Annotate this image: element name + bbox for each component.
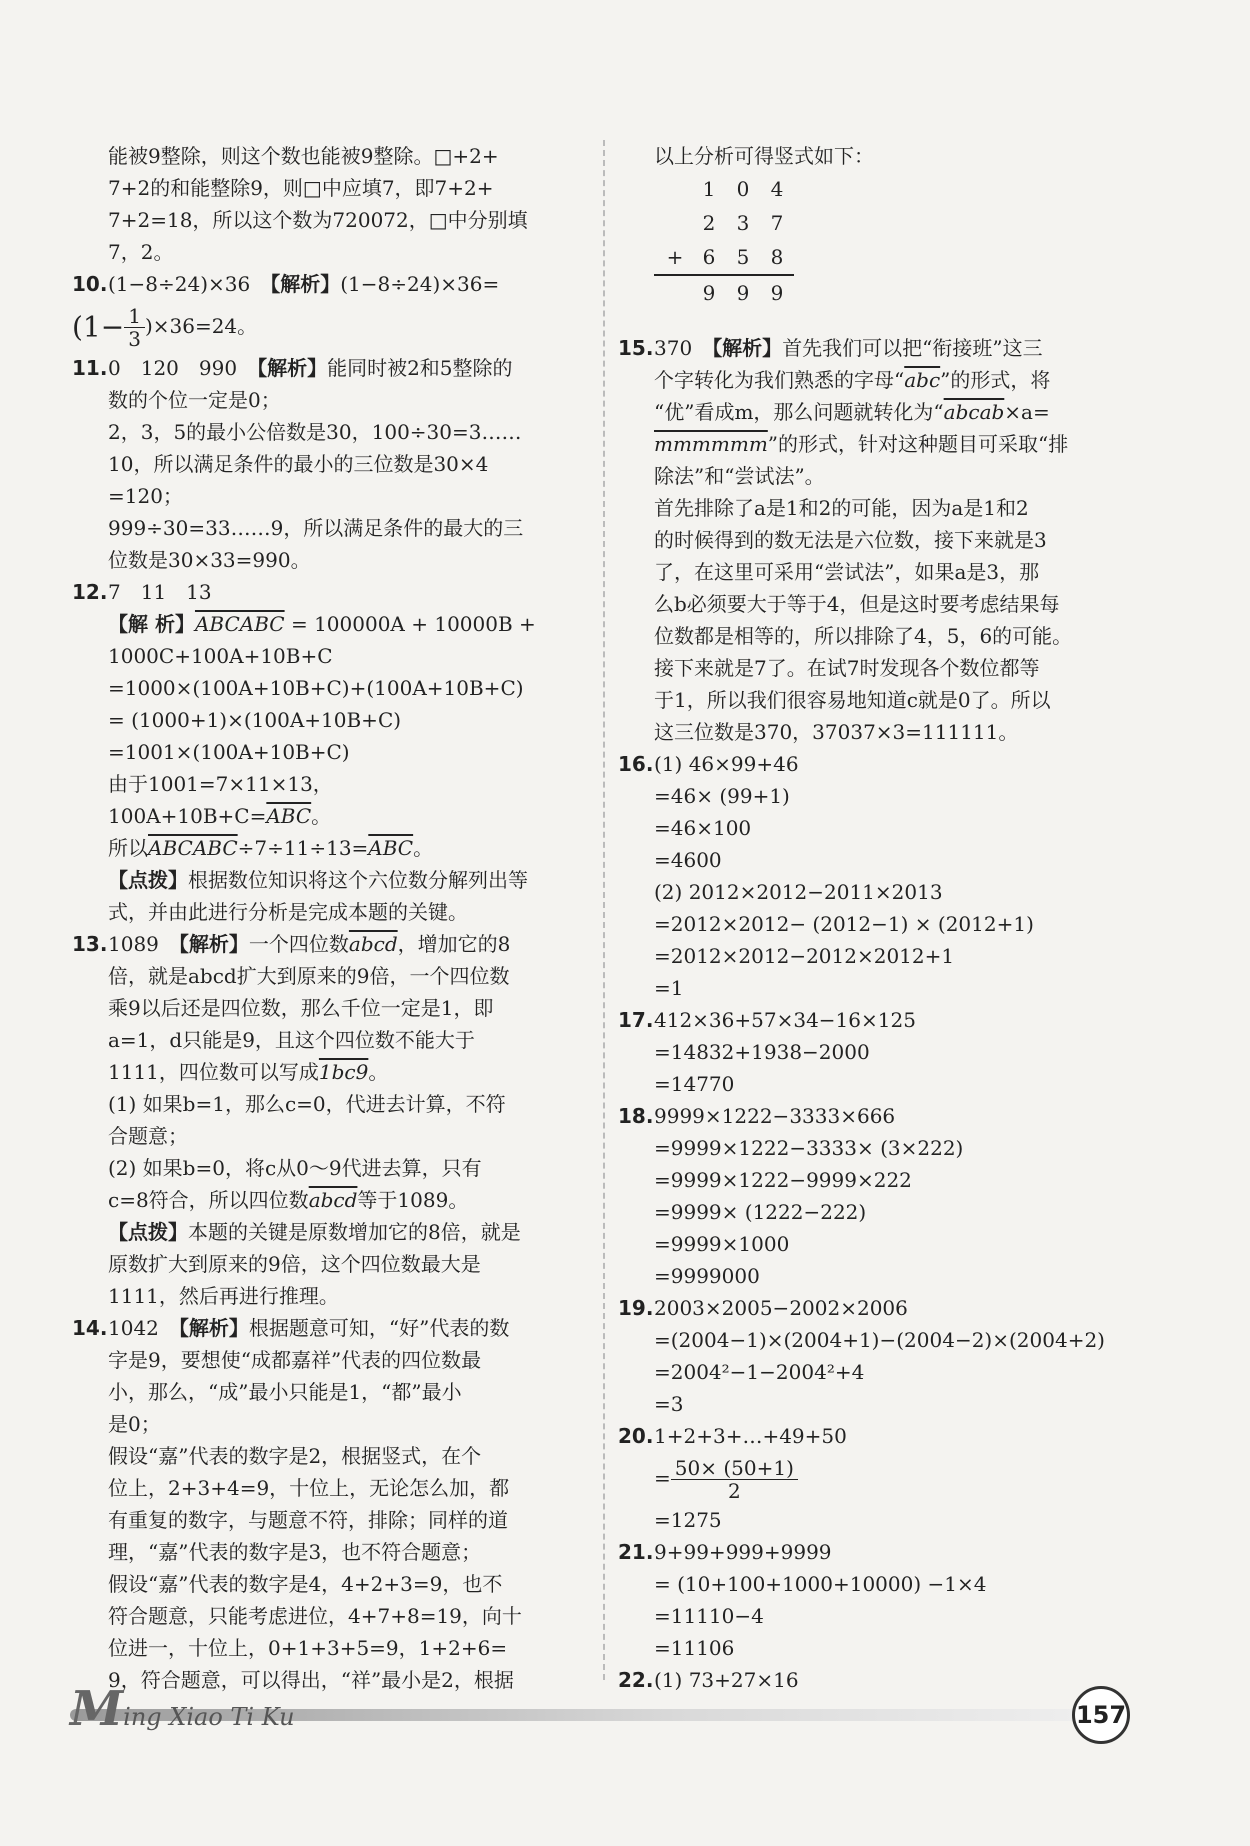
tip-line xyxy=(72,1216,577,1248)
question-13-line xyxy=(72,1184,577,1216)
digit: 0 xyxy=(736,177,750,201)
text: 9999×1222−3333×666 xyxy=(654,1104,896,1128)
text-line: 原数扩大到原来的9倍，这个四位数最大是 xyxy=(108,1252,481,1276)
text-line: a=1，d只能是9，且这个四位数不能大于 xyxy=(108,1028,475,1052)
text-line: =1001×(100A+10B+C) xyxy=(108,740,350,764)
text-line: =2012×2012− (2012−1) × (2012+1) xyxy=(654,912,1034,936)
text-line: =1000×(100A+10B+C)+(100A+10B+C) xyxy=(108,676,524,700)
question-22 xyxy=(618,1664,1133,1696)
text-line: =14832+1938−2000 xyxy=(654,1040,870,1064)
question-21 xyxy=(618,1536,1133,1568)
text-line: = (10+100+1000+10000) −1×4 xyxy=(654,1572,987,1596)
text-line: =9999×1222−9999×222 xyxy=(654,1168,912,1192)
text-line: 假设“嘉”代表的数字是4，4+2+3=9，也不 xyxy=(108,1572,503,1596)
question-19 xyxy=(618,1292,1133,1324)
text-line: =2012×2012−2012×2012+1 xyxy=(654,944,955,968)
answer: 0 120 990 xyxy=(108,356,238,380)
text: “优”看成m，那么问题就转化为“ xyxy=(654,400,944,424)
analysis-tag: 【解析】 xyxy=(712,336,783,360)
text-line: 的时候得到的数无法是六位数，接下来就是3 xyxy=(654,528,1047,552)
digit: 2 xyxy=(702,211,716,235)
question-16 xyxy=(618,748,1133,780)
text: ×a= xyxy=(1004,400,1050,424)
text-line: =1 xyxy=(654,976,684,1000)
digit: 9 xyxy=(736,281,750,305)
text-line: 接下来就是7了。在试7时发现各个数位都等 xyxy=(654,656,1040,680)
brand-initial: M xyxy=(70,1681,124,1737)
question-15-line xyxy=(618,396,1133,428)
vertical-addition xyxy=(654,172,1133,310)
text-line: 由于1001=7×11×13， xyxy=(108,772,333,796)
text: ”的形式，将 xyxy=(940,368,1051,392)
question-number: 21. xyxy=(618,1540,654,1564)
text-line: 以上分析可得竖式如下： xyxy=(654,144,874,168)
vertical-row xyxy=(654,240,794,276)
text-line: =46× (99+1) xyxy=(654,784,790,808)
text-line: =9999× (1222−222) xyxy=(654,1200,867,1224)
fraction xyxy=(671,1457,798,1502)
page-number: 157 xyxy=(1072,1686,1130,1744)
text-line: =11110−4 xyxy=(654,1604,764,1628)
text-line: =14770 xyxy=(654,1072,735,1096)
question-number: 17. xyxy=(618,1008,654,1032)
text: (1−8÷24)×36= xyxy=(340,272,500,296)
text: 100A+10B+C= xyxy=(108,804,267,828)
question-number: 13. xyxy=(72,932,108,956)
tip-line xyxy=(72,864,577,896)
text: 。 xyxy=(368,1060,389,1084)
question-number: 18. xyxy=(618,1104,654,1128)
text: 1+2+3+…+49+50 xyxy=(654,1424,847,1448)
text-line: 10，所以满足条件的最小的三位数是30×4 xyxy=(108,452,489,476)
question-15-line xyxy=(618,428,1133,460)
numerator: 1 xyxy=(124,305,145,328)
digit: 5 xyxy=(736,245,750,269)
text-line: 能被9整除，则这个数也能被9整除。□+2+ xyxy=(108,144,499,168)
text: (1− xyxy=(72,310,125,344)
text-line: 了，在这里可采用“尝试法”，如果a是3，那 xyxy=(654,560,1040,584)
answer: 1042 xyxy=(108,1316,159,1340)
text-line: (1) 如果b=1，那么c=0，代进去计算，不符 xyxy=(108,1092,506,1116)
answer: (1−8÷24)×36 xyxy=(108,272,251,296)
text: ÷7÷11÷13= xyxy=(237,836,369,860)
question-15 xyxy=(618,332,1133,364)
question-number: 20. xyxy=(618,1424,654,1448)
overlined-number: abcd xyxy=(348,932,398,956)
analysis-tag: 【解析】 xyxy=(178,1316,249,1340)
text: 一个四位数 xyxy=(248,932,349,956)
text: 1111，四位数可以写成 xyxy=(108,1060,319,1084)
text-line: =120； xyxy=(108,484,183,508)
overlined-number: $\overline{abc}$ xyxy=(904,368,941,392)
question-number: 10. xyxy=(72,272,108,296)
overlined-number: $\overline{ABC}$ xyxy=(368,836,414,860)
text: 2003×2005−2002×2006 xyxy=(654,1296,908,1320)
text-line: 位上，2+3+4=9，十位上，无论怎么加，都 xyxy=(108,1476,510,1500)
text-line: 么b必须要大于等于4，但是这时要考虑结果每 xyxy=(654,592,1060,616)
text-line: 1000C+100A+10B+C xyxy=(108,644,333,668)
question-number: 16. xyxy=(618,752,654,776)
text-line: 2，3，5的最小公倍数是30，100÷30=3…… xyxy=(108,420,522,444)
text-line: 1111，然后再进行推理。 xyxy=(108,1284,339,1308)
text-line: 位进一，十位上，0+1+3+5=9，1+2+6= xyxy=(108,1636,508,1660)
text-line: 字是9，要想使“成都嘉祥”代表的四位数最 xyxy=(108,1348,482,1372)
text-line: 7+2=18，所以这个数为720072，□中分别填 xyxy=(108,208,528,232)
numerator: 50× (50+1) xyxy=(671,1457,798,1480)
text: 本题的关键是原数增加它的8倍，就是 xyxy=(188,1220,521,1244)
question-11 xyxy=(72,352,577,384)
overlined-number: $\overline{ABC}$ xyxy=(266,804,312,828)
text: = xyxy=(654,1466,671,1490)
digit: 9 xyxy=(770,281,784,305)
text: 9+99+999+9999 xyxy=(654,1540,832,1564)
overlined-number: abcab xyxy=(943,400,1005,424)
question-10 xyxy=(72,268,577,300)
text-line: 999÷30=33……9，所以满足条件的最大的三 xyxy=(108,516,524,540)
text: ，增加它的8 xyxy=(397,932,511,956)
text: ”的形式，针对这种题目可采取“排 xyxy=(767,432,1069,456)
text-line: 9，符合题意，可以得出，“祥”最小是2，根据 xyxy=(108,1668,514,1692)
text: c=8符合，所以四位数 xyxy=(108,1188,309,1212)
analysis-tag: 【解析】 xyxy=(257,356,328,380)
digit: 9 xyxy=(702,281,716,305)
text-line: 符合题意，只能考虑进位，4+7+8=19，向十 xyxy=(108,1604,522,1628)
analysis-tag: 【解 析】 xyxy=(108,612,195,636)
left-column xyxy=(72,140,577,1696)
question-12-line xyxy=(72,832,577,864)
text-line: 7+2的和能整除9，则□中应填7，即7+2+ xyxy=(108,176,494,200)
text: )×36=24。 xyxy=(144,314,258,338)
column-divider xyxy=(603,140,605,1680)
text-line: =9999×1222−3333× (3×222) xyxy=(654,1136,964,1160)
text-line: 于1，所以我们很容易地知道c就是0了。所以 xyxy=(654,688,1051,712)
tip-tag: 【点拨】 xyxy=(108,868,188,892)
question-20 xyxy=(618,1420,1133,1452)
question-13 xyxy=(72,928,577,960)
text-line: =11106 xyxy=(654,1636,735,1660)
text-line: 位数是30×33=990。 xyxy=(108,548,311,572)
analysis-tag: 【解析】 xyxy=(178,932,249,956)
overlined-number: ABCABC xyxy=(194,612,285,636)
question-17 xyxy=(618,1004,1133,1036)
text-line: 理，“嘉”代表的数字是3，也不符合题意； xyxy=(108,1540,482,1564)
fraction xyxy=(124,305,145,350)
text: 首先我们可以把“衔接班”这三 xyxy=(782,336,1043,360)
text-line: =(2004−1)×(2004+1)−(2004−2)×(2004+2) xyxy=(654,1328,1105,1352)
text: 根据数位知识将这个六位数分解列出等 xyxy=(188,868,528,892)
digit: 1 xyxy=(702,177,716,201)
question-13-line xyxy=(72,1056,577,1088)
question-number: 12. xyxy=(72,580,108,604)
text-line: =1275 xyxy=(654,1508,722,1532)
question-12-line xyxy=(72,608,577,640)
text: 。 xyxy=(311,804,332,828)
overlined-number: abcd xyxy=(308,1188,358,1212)
denominator: 3 xyxy=(128,327,141,351)
text-line: 是0； xyxy=(108,1412,161,1436)
answer: 7 11 13 xyxy=(108,580,212,604)
plus-sign: + xyxy=(666,245,684,269)
text-line: 7，2。 xyxy=(108,240,174,264)
text: 等于1089。 xyxy=(357,1188,469,1212)
text-line: =9999×1000 xyxy=(654,1232,790,1256)
text: (1) 73+27×16 xyxy=(654,1668,799,1692)
overlined-number: mmmmmm xyxy=(654,432,768,456)
text: = 100000A + 10000B + xyxy=(284,612,536,636)
footer-bar xyxy=(70,1681,1080,1737)
question-number: 22. xyxy=(618,1668,654,1692)
question-number: 15. xyxy=(618,336,654,360)
text-line: 有重复的数字，与题意不符，排除；同样的道 xyxy=(108,1508,508,1532)
digit: 3 xyxy=(736,211,750,235)
digit: 6 xyxy=(702,245,716,269)
text: 个字转化为我们熟悉的字母“ xyxy=(654,368,905,392)
vertical-sum-row xyxy=(654,276,794,310)
question-number: 11. xyxy=(72,356,108,380)
brand-logo xyxy=(70,1681,295,1737)
tip-tag: 【点拨】 xyxy=(108,1220,188,1244)
text-line: 数的个位一定是0； xyxy=(108,388,281,412)
overlined-number: 1bc9 xyxy=(318,1060,369,1084)
text-line: (2) 2012×2012−2011×2013 xyxy=(654,880,943,904)
question-18 xyxy=(618,1100,1133,1132)
text-line: 乘9以后还是四位数，那么千位一定是1，即 xyxy=(108,996,494,1020)
question-20-fraction-line xyxy=(618,1452,1133,1504)
text-line: 小，那么，“成”最小只能是1，“都”最小 xyxy=(108,1380,462,1404)
text-line: 这三位数是370，37037×3=111111。 xyxy=(654,720,1019,744)
text-line: =4600 xyxy=(654,848,722,872)
text: 所以 xyxy=(108,836,148,860)
question-12-line xyxy=(72,800,577,832)
text-line: 位数都是相等的，所以排除了4，5，6的可能。 xyxy=(654,624,1073,648)
text: 根据题意可知，“好”代表的数 xyxy=(248,1316,510,1340)
question-14 xyxy=(72,1312,577,1344)
text-line: =46×100 xyxy=(654,816,752,840)
question-number: 14. xyxy=(72,1316,108,1340)
vertical-row xyxy=(654,206,794,240)
text-line: =9999000 xyxy=(654,1264,760,1288)
text: 412×36+57×34−16×125 xyxy=(654,1008,916,1032)
text-line: 式，并由此进行分析是完成本题的关键。 xyxy=(108,900,468,924)
analysis-tag: 【解析】 xyxy=(270,272,341,296)
text-line: 倍，就是abcd扩大到原来的9倍，一个四位数 xyxy=(108,964,510,988)
answer: 370 xyxy=(654,336,693,360)
text-line: 合题意； xyxy=(108,1124,188,1148)
text: (1) 46×99+46 xyxy=(654,752,799,776)
text-line: 首先排除了a是1和2的可能，因为a是1和2 xyxy=(654,496,1029,520)
answer: 1089 xyxy=(108,932,159,956)
digit: 7 xyxy=(770,211,784,235)
text-line: 除法”和“尝试法”。 xyxy=(654,464,825,488)
digit: 4 xyxy=(770,177,784,201)
question-15-line xyxy=(618,364,1133,396)
digit: 8 xyxy=(770,245,784,269)
text-line: =3 xyxy=(654,1392,684,1416)
text: 。 xyxy=(413,836,434,860)
text-line: = (1000+1)×(100A+10B+C) xyxy=(108,708,402,732)
denominator: 2 xyxy=(727,1479,741,1503)
vertical-row xyxy=(654,172,794,206)
right-column xyxy=(618,140,1133,1696)
text: 能同时被2和5整除的 xyxy=(327,356,513,380)
text-line: =2004²−1−2004²+4 xyxy=(654,1360,865,1384)
question-number: 19. xyxy=(618,1296,654,1320)
question-12 xyxy=(72,576,577,608)
question-10-line2 xyxy=(72,300,577,352)
text-line: (2) 如果b=0，将c从0～9代进去算，只有 xyxy=(108,1156,482,1180)
brand-text: ing Xiao Ti Ku xyxy=(123,1703,295,1731)
text-line: 假设“嘉”代表的数字是2，根据竖式，在个 xyxy=(108,1444,482,1468)
overlined-number: ABCABC xyxy=(148,836,238,860)
